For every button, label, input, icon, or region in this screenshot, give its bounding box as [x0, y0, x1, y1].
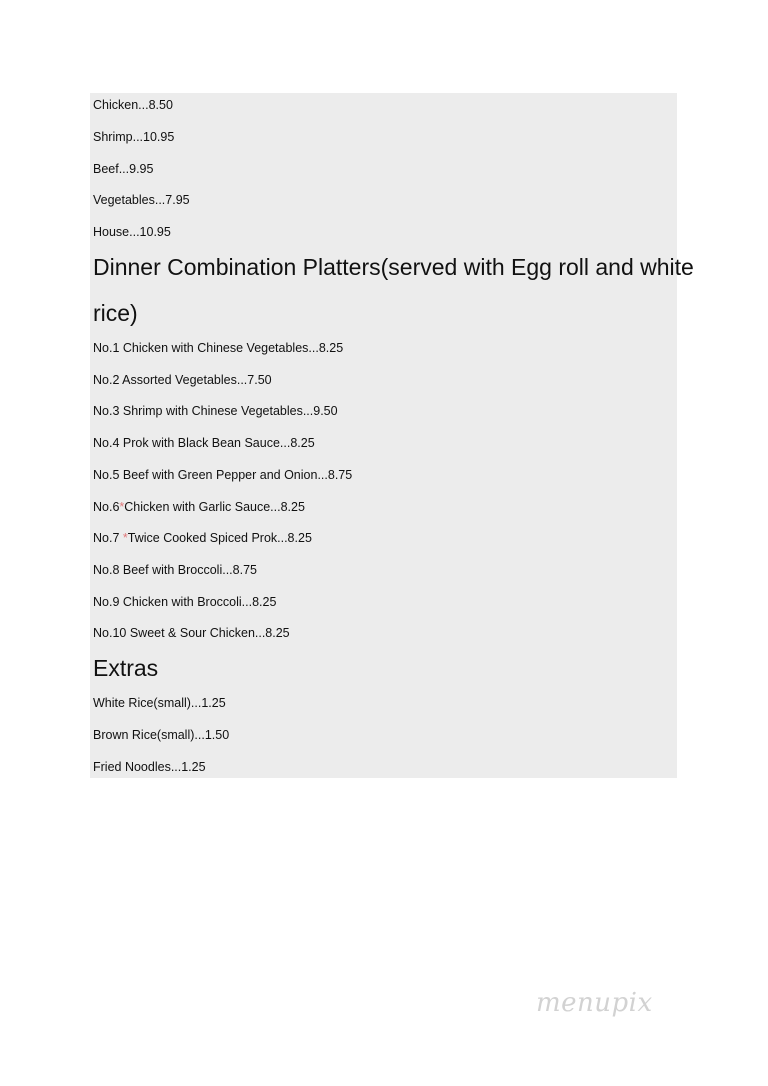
- menupix-watermark: menupix: [536, 988, 653, 1018]
- menu-item: No.8 Beef with Broccoli...8.75: [93, 563, 257, 577]
- item-number: No.6: [93, 500, 120, 514]
- menu-item: House...10.95: [93, 225, 171, 239]
- menu-panel: [90, 93, 694, 778]
- menu-item: No.5 Beef with Green Pepper and Onion...8.75: [93, 468, 353, 482]
- item-name: Chicken with Garlic Sauce...8.25: [124, 500, 305, 514]
- menu-item: [93, 530, 312, 546]
- menu-item: White Rice(small)...1.25: [93, 696, 226, 710]
- spicy-marker: *: [122, 531, 128, 545]
- section-heading-dinner-combination-continued: rice): [93, 300, 138, 326]
- menu-item: Shrimp...10.95: [93, 130, 175, 144]
- section-heading-dinner-combination: Dinner Combination Platters(served with Egg roll and white: [93, 254, 694, 280]
- spicy-marker: *: [119, 500, 125, 514]
- item-name: Twice Cooked Spiced Prok...8.25: [127, 531, 312, 545]
- menu-item: [93, 499, 305, 515]
- menu-item: Chicken...8.50: [93, 98, 173, 112]
- menu-item: No.2 Assorted Vegetables...7.50: [93, 373, 272, 387]
- item-number: No.7: [93, 531, 123, 545]
- section-heading-extras: Extras: [93, 655, 159, 681]
- menu-item: Beef...9.95: [93, 162, 154, 176]
- menu-item: No.10 Sweet & Sour Chicken...8.25: [93, 626, 290, 640]
- menu-item: No.9 Chicken with Broccoli...8.25: [93, 595, 277, 609]
- menu-item: No.4 Prok with Black Bean Sauce...8.25: [93, 436, 315, 450]
- menu-item: Fried Noodles...1.25: [93, 760, 206, 774]
- menu-item: No.3 Shrimp with Chinese Vegetables...9.50: [93, 404, 338, 418]
- menu-item: Brown Rice(small)...1.50: [93, 728, 230, 742]
- menu-item: No.1 Chicken with Chinese Vegetables...8.25: [93, 341, 344, 355]
- menu-item: Vegetables...7.95: [93, 193, 190, 207]
